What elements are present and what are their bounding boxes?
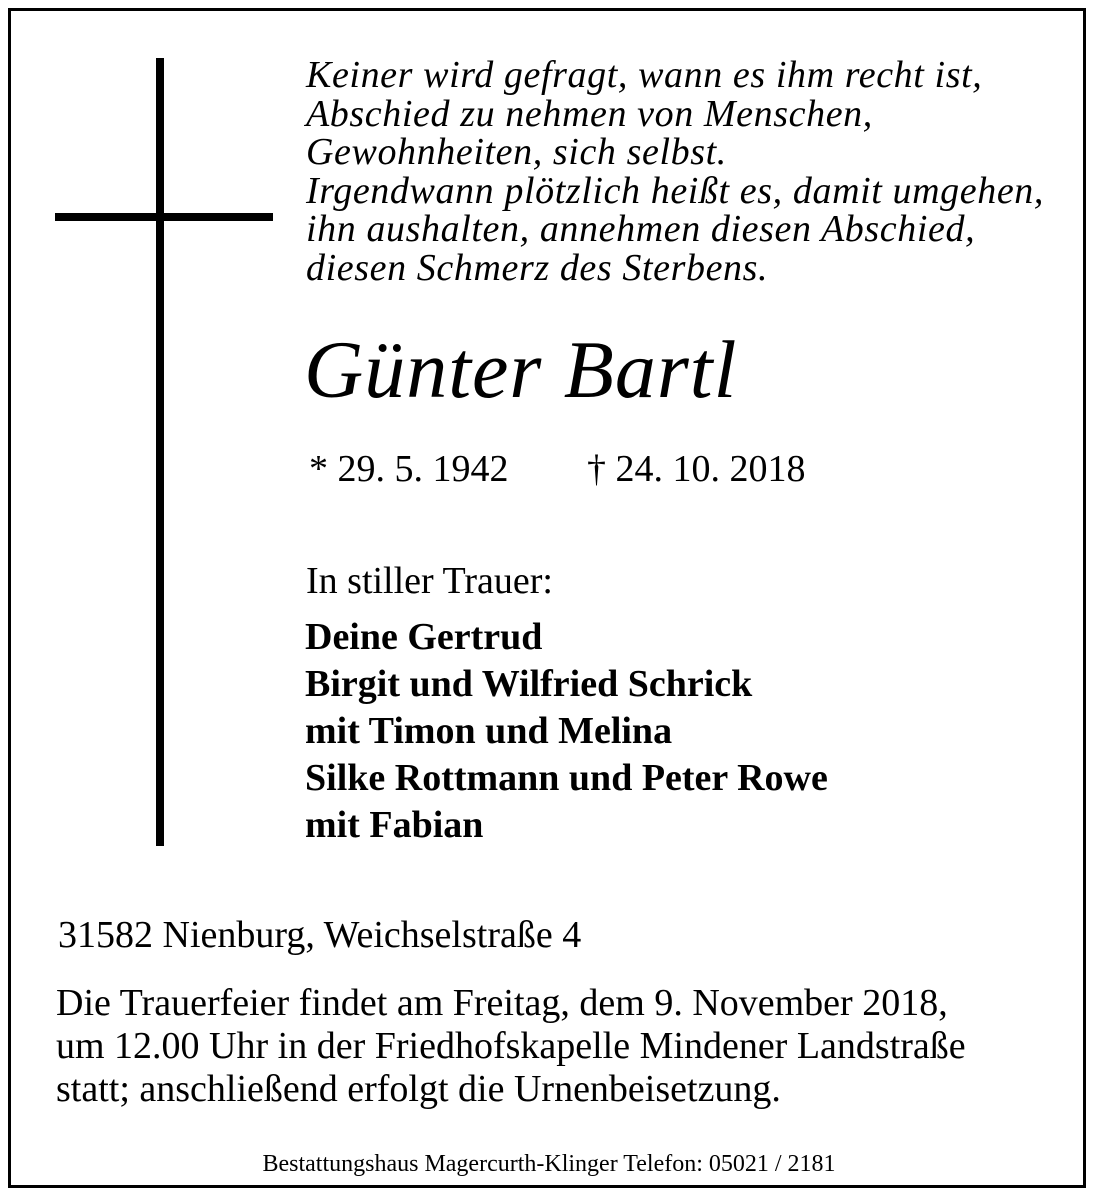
ceremony-line: statt; anschließend erfolgt die Urnenbeisetzung. [56,1068,781,1110]
poem-line: Abschied zu nehmen von Menschen, [306,92,873,135]
ceremony-info [56,982,966,1111]
cross-horizontal-bar [55,213,273,221]
poem-line: diesen Schmerz des Sterbens. [306,246,769,289]
cross-vertical-bar [156,58,164,846]
poem [306,56,1066,287]
mourning-label: In stiller Trauer: [306,560,553,602]
poem-line: Keiner wird gefragt, wann es ihm recht ist, [306,54,983,96]
poem-line: Gewohnheiten, sich selbst. [306,131,727,173]
poem-line: ihn aushalten, annehmen diesen Abschied, [306,208,976,250]
death-date: † 24. 10. 2018 [587,448,806,490]
mourner-line: Silke Rottmann und Peter Rowe [305,757,828,799]
ceremony-line: Die Trauerfeier findet am Freitag, dem 9. November 2018, [56,982,948,1024]
ceremony-line: um 12.00 Uhr in der Friedhofskapelle Mindener Landstraße [56,1025,966,1067]
deceased-name: Günter Bartl [304,324,738,415]
mourner-line: Deine Gertrud [305,616,543,658]
mourners-list [305,614,828,849]
funeral-home-footer: Bestattungshaus Magercurth-Klinger Telefon: 05021 / 2181 [262,1151,836,1177]
birth-date: * 29. 5. 1942 [309,448,509,490]
mourner-line: mit Fabian [305,804,484,846]
address: 31582 Nienburg, Weichselstraße 4 [58,914,582,956]
poem-line: Irgendwann plötzlich heißt es, damit umgehen, [306,169,1044,212]
mourner-line: mit Timon und Melina [305,710,673,752]
mourner-line: Birgit und Wilfried Schrick [305,663,753,705]
life-dates [309,446,806,492]
